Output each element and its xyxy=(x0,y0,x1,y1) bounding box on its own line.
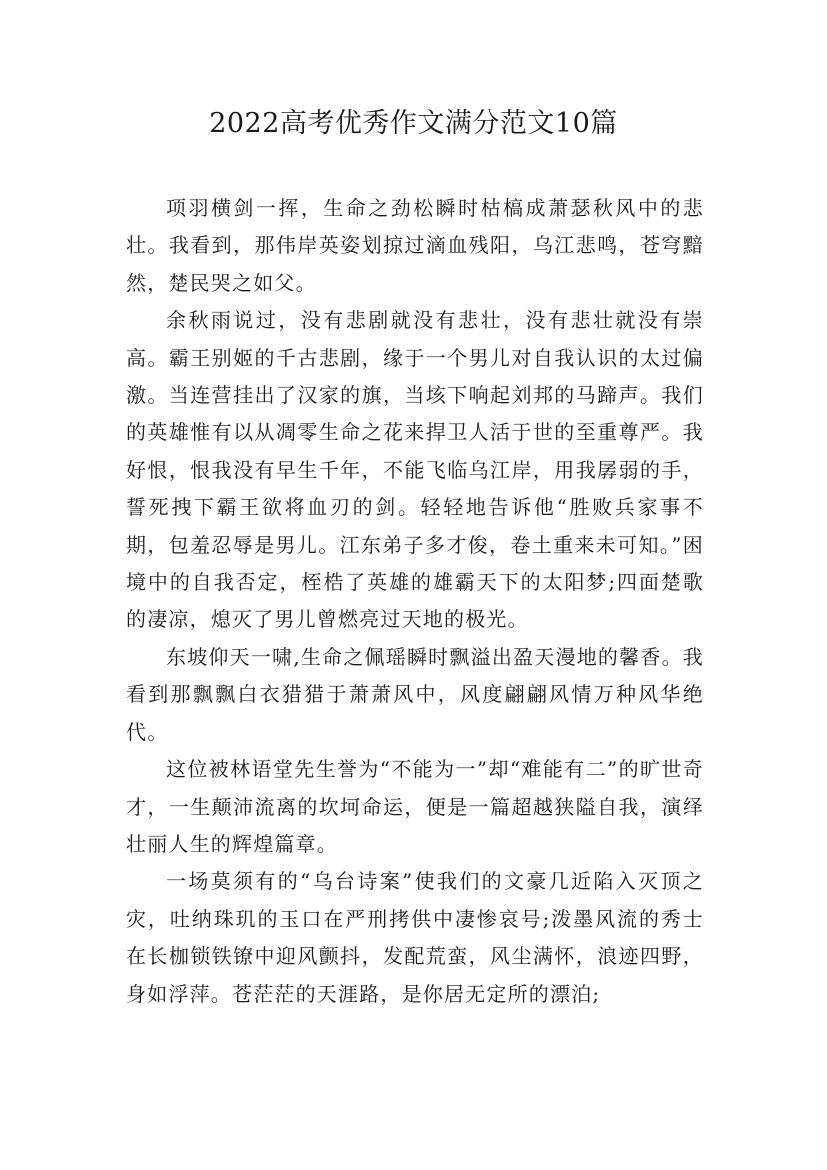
paragraph-1: 项羽横剑一挥，生命之劲松瞬时枯槁成萧瑟秋风中的悲壮。我看到，那伟岸英姿划掠过滴血残阳，乌江悲鸣，苍穹黯然，楚民哭之如父。 xyxy=(126,196,704,295)
paragraph-3: 东坡仰天一啸,生命之佩瑶瞬时飘溢出盈天漫地的馨香。我看到那飘飘白衣猎猎于萧萧风中，风度翩翩风情万种风华绝代。 xyxy=(126,644,704,744)
document-title: 2022高考优秀作文满分范文10篇 xyxy=(209,108,618,139)
paragraph-5: 一场莫须有的“乌台诗案”使我们的文豪几近陷入灭顶之灾，吐纳珠玑的玉口在严刑拷供中凄惨哀号;泼墨风流的秀士在长枷锁铁镣中迎风颤抖，发配荒蛮，风尘满怀，浪迹四野，身如浮萍。苍茫茫的天涯路，是你居无定所的漂泊; xyxy=(126,869,704,1006)
article-body xyxy=(126,190,704,1013)
paragraph-2: 余秋雨说过，没有悲剧就没有悲壮，没有悲壮就没有崇高。霸王别姬的千古悲剧，缘于一个男儿对自我认识的太过偏激。当连营挂出了汉家的旗，当垓下响起刘邦的马蹄声。我们的英雄惟有以从凋零生命之花来捍卫人活于世的至重尊严。我好恨，恨我没有早生千年，不能飞临乌江岸，用我孱弱的手，誓死拽下霸王欲将血刃的剑。轻轻地告诉他“胜败兵家事不期，包羞忍辱是男儿。江东弟子多才俊，卷土重来未可知。”困境中的自我否定，桎梏了英雄的雄霸天下的太阳梦;四面楚歌的凄凉，熄灭了男儿曾燃亮过天地的极光。 xyxy=(126,308,704,632)
paragraph-4: 这位被林语堂先生誉为“不能为一”却“难能有二”的旷世奇才，一生颠沛流离的坎坷命运，便是一篇超越狭隘自我，演绎壮丽人生的辉煌篇章。 xyxy=(126,757,704,856)
